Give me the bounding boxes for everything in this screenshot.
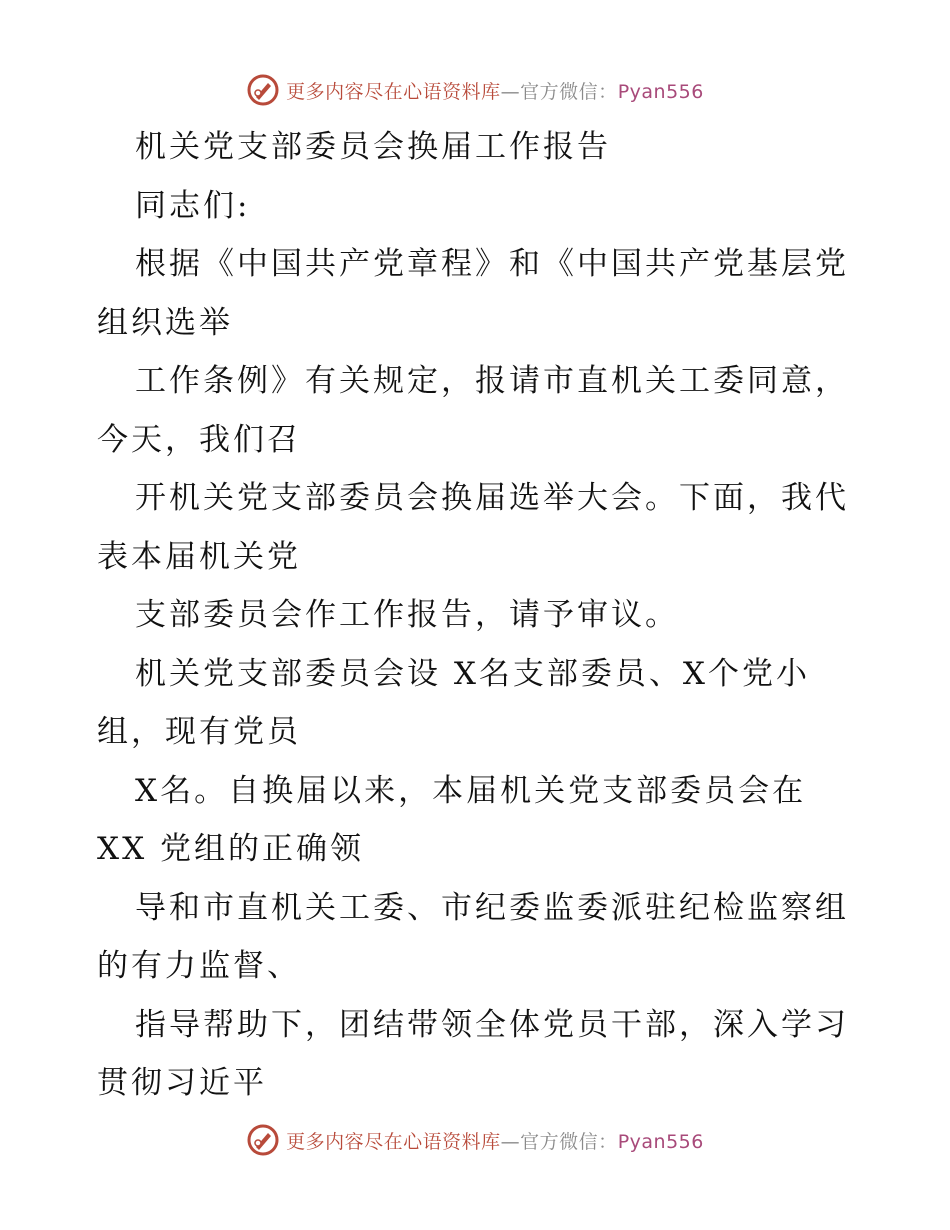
watermark-text: 更多内容尽在心语资料库—官方微信：Pyan556 xyxy=(286,80,704,103)
watermark-text: 更多内容尽在心语资料库—官方微信：Pyan556 xyxy=(286,1130,704,1153)
paragraph-line: 机关党支部委员会设 X名支部委员、X个党小 xyxy=(135,655,810,692)
header-watermark xyxy=(0,70,950,110)
paragraph-line: X名。自换届以来，本届机关党支部委员会在 xyxy=(135,772,807,809)
paragraph-line: 组，现有党员 xyxy=(97,714,301,750)
pen-circle-logo-icon xyxy=(246,73,280,107)
paragraph-line: 开机关党支部委员会换届选举大会。下面，我代 xyxy=(135,480,849,516)
paragraph-line: XX 党组的正确领 xyxy=(97,831,364,867)
paragraph-line: 贯彻习近平 xyxy=(97,1065,267,1101)
salutation: 同志们: xyxy=(135,187,251,224)
paragraph-line: 组织选举 xyxy=(97,304,233,341)
paragraph-line: 表本届机关党 xyxy=(97,538,301,575)
document-title: 机关党支部委员会换届工作报告 xyxy=(135,129,611,165)
paragraph-line: 支部委员会作工作报告，请予审议。 xyxy=(135,597,679,633)
document-body xyxy=(97,118,857,1113)
footer-watermark xyxy=(0,1120,950,1160)
paragraph-line: 根据《中国共产党章程》和《中国共产党基层党 xyxy=(135,246,849,282)
paragraph-line: 工作条例》有关规定，报请市直机关工委同意， xyxy=(135,363,849,399)
pen-circle-logo-icon xyxy=(246,1123,280,1157)
paragraph-line: 今天，我们召 xyxy=(97,421,301,458)
paragraph-line: 的有力监督、 xyxy=(97,948,301,984)
paragraph-line: 指导帮助下，团结带领全体党员干部，深入学习 xyxy=(135,1006,849,1043)
paragraph-line: 导和市直机关工委、市纪委监委派驻纪检监察组 xyxy=(135,889,849,926)
